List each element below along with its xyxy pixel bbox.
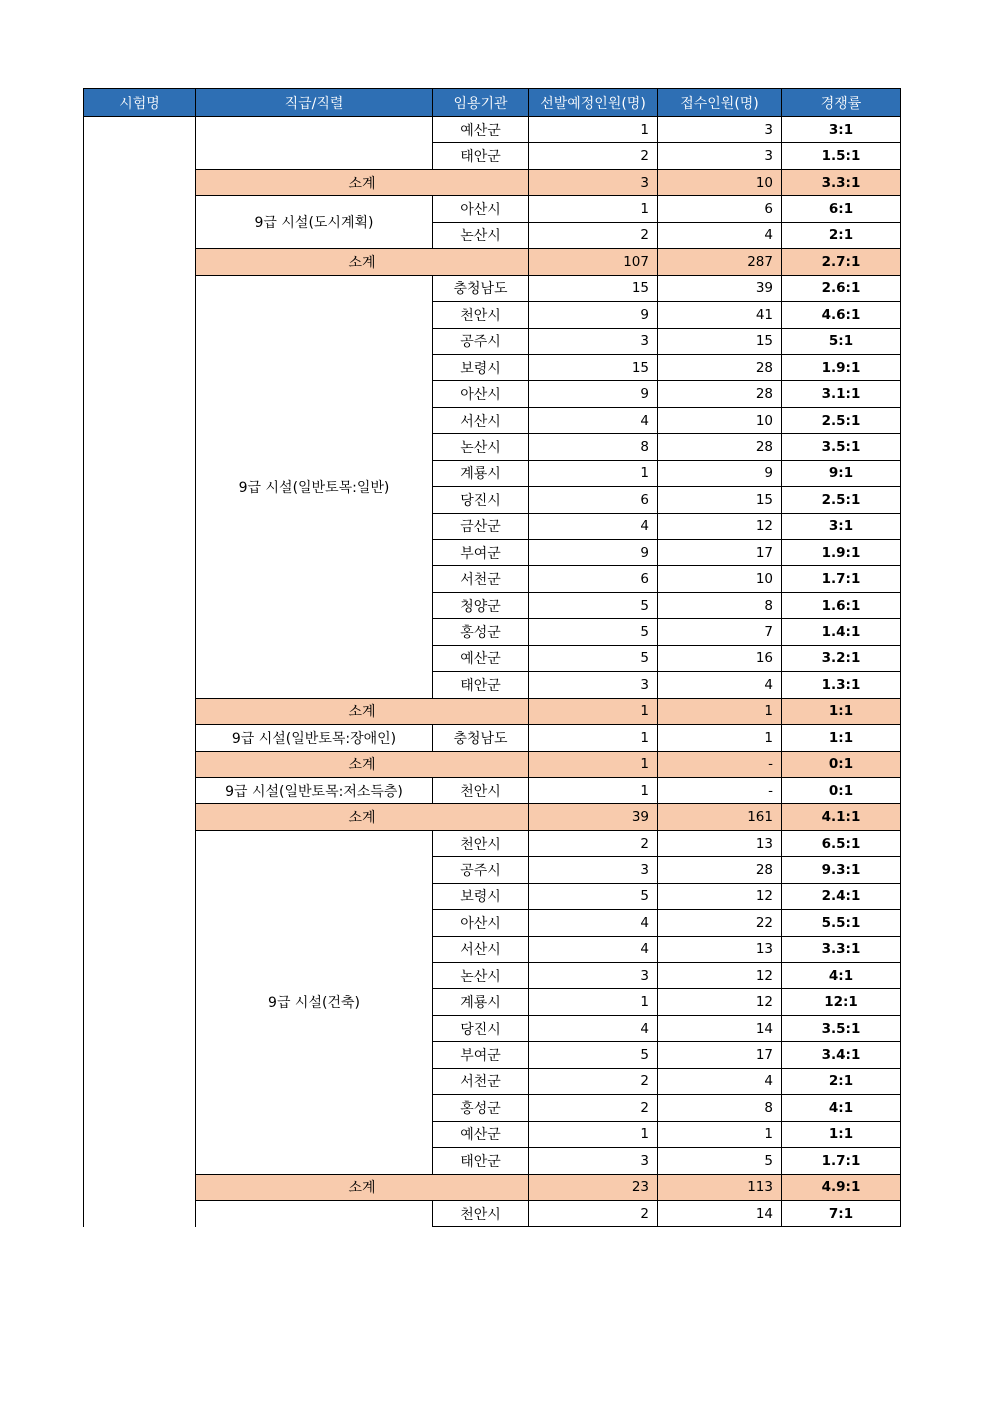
institution-cell: 당진시 [433, 487, 529, 513]
subtotal-row [84, 751, 901, 777]
applicant-count-cell: 8 [658, 592, 782, 618]
applicant-count-cell: 4 [658, 1068, 782, 1094]
table-row [84, 275, 901, 301]
planned-count-cell: 15 [529, 354, 658, 380]
competition-rate-cell: 3.3:1 [782, 936, 901, 962]
applicant-count-cell: 14 [658, 1015, 782, 1041]
planned-count-cell: 4 [529, 936, 658, 962]
exam-name-cell [84, 117, 196, 1227]
applicant-count-cell: 287 [658, 249, 782, 275]
competition-rate-cell: 4.6:1 [782, 302, 901, 328]
planned-count-cell: 1 [529, 725, 658, 751]
institution-cell: 계룡시 [433, 989, 529, 1015]
competition-rate-cell: 1.9:1 [782, 354, 901, 380]
applicant-count-cell: 10 [658, 566, 782, 592]
planned-count-cell: 1 [529, 989, 658, 1015]
applicant-count-cell: 113 [658, 1174, 782, 1200]
position-cell: 9급 시설(일반토목:장애인) [196, 725, 433, 751]
applicant-count-cell: 13 [658, 936, 782, 962]
planned-count-cell: 4 [529, 407, 658, 433]
competition-rate-cell: 0:1 [782, 751, 901, 777]
planned-count-cell: 2 [529, 830, 658, 856]
competition-rate-cell: 12:1 [782, 989, 901, 1015]
applicant-count-cell: 22 [658, 910, 782, 936]
competition-rate-cell: 2.7:1 [782, 249, 901, 275]
position-cell [196, 117, 433, 170]
institution-cell: 계룡시 [433, 460, 529, 486]
planned-count-cell: 2 [529, 222, 658, 248]
competition-rate-cell: 0:1 [782, 777, 901, 803]
planned-count-cell: 1 [529, 751, 658, 777]
institution-cell: 태안군 [433, 143, 529, 169]
institution-cell: 논산시 [433, 434, 529, 460]
competition-rate-cell: 2.5:1 [782, 487, 901, 513]
planned-count-cell: 2 [529, 1095, 658, 1121]
subtotal-label: 소계 [196, 751, 529, 777]
competition-rate-cell: 1:1 [782, 1121, 901, 1147]
applicant-count-cell: 28 [658, 857, 782, 883]
competition-rate-cell: 1.7:1 [782, 1148, 901, 1174]
competition-rate-cell: 2.5:1 [782, 407, 901, 433]
competition-rate-cell: 1.4:1 [782, 619, 901, 645]
competition-rate-cell: 3.4:1 [782, 1042, 901, 1068]
position-cell: 9급 시설(일반토목:일반) [196, 275, 433, 698]
competition-rate-cell: 1.5:1 [782, 143, 901, 169]
competition-rate-cell: 6:1 [782, 196, 901, 222]
position-cell: 9급 시설(건축) [196, 830, 433, 1174]
applicant-count-cell: 10 [658, 169, 782, 195]
applicant-count-cell: 28 [658, 354, 782, 380]
applicant-count-cell: 12 [658, 513, 782, 539]
institution-cell: 보령시 [433, 883, 529, 909]
header-planned: 선발예정인원(명) [529, 89, 658, 117]
planned-count-cell: 9 [529, 302, 658, 328]
applicant-count-cell: 161 [658, 804, 782, 830]
institution-cell: 예산군 [433, 1121, 529, 1147]
applicant-count-cell: 7 [658, 619, 782, 645]
planned-count-cell: 3 [529, 1148, 658, 1174]
planned-count-cell: 2 [529, 143, 658, 169]
planned-count-cell: 5 [529, 645, 658, 671]
header-position: 직급/직렬 [196, 89, 433, 117]
competition-rate-cell: 1.6:1 [782, 592, 901, 618]
competition-rate-cell: 2.4:1 [782, 883, 901, 909]
planned-count-cell: 23 [529, 1174, 658, 1200]
header-applicants: 접수인원(명) [658, 89, 782, 117]
institution-cell: 천안시 [433, 777, 529, 803]
planned-count-cell: 1 [529, 777, 658, 803]
competition-rate-cell: 1.3:1 [782, 672, 901, 698]
competition-rate-cell: 2:1 [782, 1068, 901, 1094]
planned-count-cell: 5 [529, 883, 658, 909]
planned-count-cell: 3 [529, 672, 658, 698]
institution-cell: 아산시 [433, 910, 529, 936]
table-row [84, 725, 901, 751]
planned-count-cell: 4 [529, 1015, 658, 1041]
competition-rate-cell: 3:1 [782, 117, 901, 143]
subtotal-row [84, 1174, 901, 1200]
institution-cell: 예산군 [433, 645, 529, 671]
institution-cell: 공주시 [433, 857, 529, 883]
institution-cell: 충청남도 [433, 725, 529, 751]
institution-cell: 충청남도 [433, 275, 529, 301]
institution-cell: 아산시 [433, 196, 529, 222]
applicant-count-cell: 3 [658, 143, 782, 169]
planned-count-cell: 3 [529, 857, 658, 883]
planned-count-cell: 8 [529, 434, 658, 460]
institution-cell: 아산시 [433, 381, 529, 407]
competition-rate-cell: 4.9:1 [782, 1174, 901, 1200]
planned-count-cell: 3 [529, 328, 658, 354]
applicant-count-cell: 28 [658, 434, 782, 460]
header-row [84, 89, 901, 117]
applicant-count-cell: 39 [658, 275, 782, 301]
planned-count-cell: 5 [529, 1042, 658, 1068]
institution-cell: 태안군 [433, 1148, 529, 1174]
recruitment-stats-table [83, 88, 901, 1227]
institution-cell: 당진시 [433, 1015, 529, 1041]
institution-cell: 예산군 [433, 117, 529, 143]
applicant-count-cell: 12 [658, 963, 782, 989]
planned-count-cell: 5 [529, 619, 658, 645]
institution-cell: 천안시 [433, 302, 529, 328]
applicant-count-cell: 8 [658, 1095, 782, 1121]
competition-rate-cell: 5.5:1 [782, 910, 901, 936]
competition-rate-cell: 1:1 [782, 698, 901, 724]
planned-count-cell: 1 [529, 196, 658, 222]
planned-count-cell: 1 [529, 460, 658, 486]
subtotal-label: 소계 [196, 249, 529, 275]
applicant-count-cell: 41 [658, 302, 782, 328]
planned-count-cell: 1 [529, 1121, 658, 1147]
header-institution: 임용기관 [433, 89, 529, 117]
position-cell [196, 1200, 433, 1226]
institution-cell: 서산시 [433, 407, 529, 433]
planned-count-cell: 6 [529, 566, 658, 592]
institution-cell: 논산시 [433, 222, 529, 248]
subtotal-row [84, 698, 901, 724]
institution-cell: 청양군 [433, 592, 529, 618]
planned-count-cell: 9 [529, 540, 658, 566]
competition-rate-cell: 3.1:1 [782, 381, 901, 407]
applicant-count-cell: 4 [658, 672, 782, 698]
applicant-count-cell: 15 [658, 487, 782, 513]
competition-rate-cell: 4:1 [782, 963, 901, 989]
applicant-count-cell: 16 [658, 645, 782, 671]
competition-rate-cell: 2.6:1 [782, 275, 901, 301]
competition-rate-cell: 1:1 [782, 725, 901, 751]
applicant-count-cell: 10 [658, 407, 782, 433]
applicant-count-cell: 1 [658, 698, 782, 724]
institution-cell: 태안군 [433, 672, 529, 698]
applicant-count-cell: 17 [658, 540, 782, 566]
planned-count-cell: 2 [529, 1200, 658, 1226]
institution-cell: 홍성군 [433, 1095, 529, 1121]
position-cell: 9급 시설(일반토목:저소득층) [196, 777, 433, 803]
institution-cell: 서천군 [433, 1068, 529, 1094]
planned-count-cell: 6 [529, 487, 658, 513]
planned-count-cell: 5 [529, 592, 658, 618]
table-row [84, 117, 901, 143]
applicant-count-cell: 9 [658, 460, 782, 486]
applicant-count-cell: 15 [658, 328, 782, 354]
competition-rate-cell: 7:1 [782, 1200, 901, 1226]
planned-count-cell: 107 [529, 249, 658, 275]
planned-count-cell: 39 [529, 804, 658, 830]
applicant-count-cell: 6 [658, 196, 782, 222]
applicant-count-cell: 12 [658, 989, 782, 1015]
table-row [84, 1200, 901, 1226]
applicant-count-cell: 17 [658, 1042, 782, 1068]
planned-count-cell: 2 [529, 1068, 658, 1094]
competition-rate-cell: 3.5:1 [782, 434, 901, 460]
applicant-count-cell: - [658, 751, 782, 777]
competition-rate-cell: 3.3:1 [782, 169, 901, 195]
competition-rate-cell: 6.5:1 [782, 830, 901, 856]
applicant-count-cell: 4 [658, 222, 782, 248]
subtotal-label: 소계 [196, 804, 529, 830]
planned-count-cell: 4 [529, 513, 658, 539]
competition-rate-cell: 4.1:1 [782, 804, 901, 830]
competition-rate-cell: 3.2:1 [782, 645, 901, 671]
planned-count-cell: 4 [529, 910, 658, 936]
institution-cell: 천안시 [433, 1200, 529, 1226]
institution-cell: 공주시 [433, 328, 529, 354]
competition-rate-cell: 3.5:1 [782, 1015, 901, 1041]
planned-count-cell: 9 [529, 381, 658, 407]
applicant-count-cell: 13 [658, 830, 782, 856]
institution-cell: 천안시 [433, 830, 529, 856]
applicant-count-cell: 5 [658, 1148, 782, 1174]
planned-count-cell: 3 [529, 963, 658, 989]
competition-rate-cell: 1.7:1 [782, 566, 901, 592]
institution-cell: 금산군 [433, 513, 529, 539]
institution-cell: 홍성군 [433, 619, 529, 645]
competition-rate-cell: 5:1 [782, 328, 901, 354]
institution-cell: 서천군 [433, 566, 529, 592]
header-rate: 경쟁률 [782, 89, 901, 117]
competition-rate-cell: 9:1 [782, 460, 901, 486]
applicant-count-cell: 12 [658, 883, 782, 909]
table-row [84, 830, 901, 856]
subtotal-label: 소계 [196, 698, 529, 724]
competition-rate-cell: 4:1 [782, 1095, 901, 1121]
applicant-count-cell: 14 [658, 1200, 782, 1226]
institution-cell: 보령시 [433, 354, 529, 380]
competition-rate-cell: 2:1 [782, 222, 901, 248]
competition-rate-cell: 3:1 [782, 513, 901, 539]
applicant-count-cell: 3 [658, 117, 782, 143]
subtotal-label: 소계 [196, 169, 529, 195]
applicant-count-cell: - [658, 777, 782, 803]
competition-rate-cell: 9.3:1 [782, 857, 901, 883]
subtotal-row [84, 249, 901, 275]
table-row [84, 196, 901, 222]
institution-cell: 서산시 [433, 936, 529, 962]
table-row [84, 777, 901, 803]
institution-cell: 부여군 [433, 1042, 529, 1068]
planned-count-cell: 1 [529, 698, 658, 724]
applicant-count-cell: 28 [658, 381, 782, 407]
institution-cell: 부여군 [433, 540, 529, 566]
institution-cell: 논산시 [433, 963, 529, 989]
subtotal-row [84, 804, 901, 830]
subtotal-row [84, 169, 901, 195]
planned-count-cell: 3 [529, 169, 658, 195]
competition-rate-cell: 1.9:1 [782, 540, 901, 566]
position-cell: 9급 시설(도시계획) [196, 196, 433, 249]
subtotal-label: 소계 [196, 1174, 529, 1200]
table-body [84, 117, 901, 1227]
applicant-count-cell: 1 [658, 725, 782, 751]
header-exam-name: 시험명 [84, 89, 196, 117]
planned-count-cell: 1 [529, 117, 658, 143]
planned-count-cell: 15 [529, 275, 658, 301]
applicant-count-cell: 1 [658, 1121, 782, 1147]
